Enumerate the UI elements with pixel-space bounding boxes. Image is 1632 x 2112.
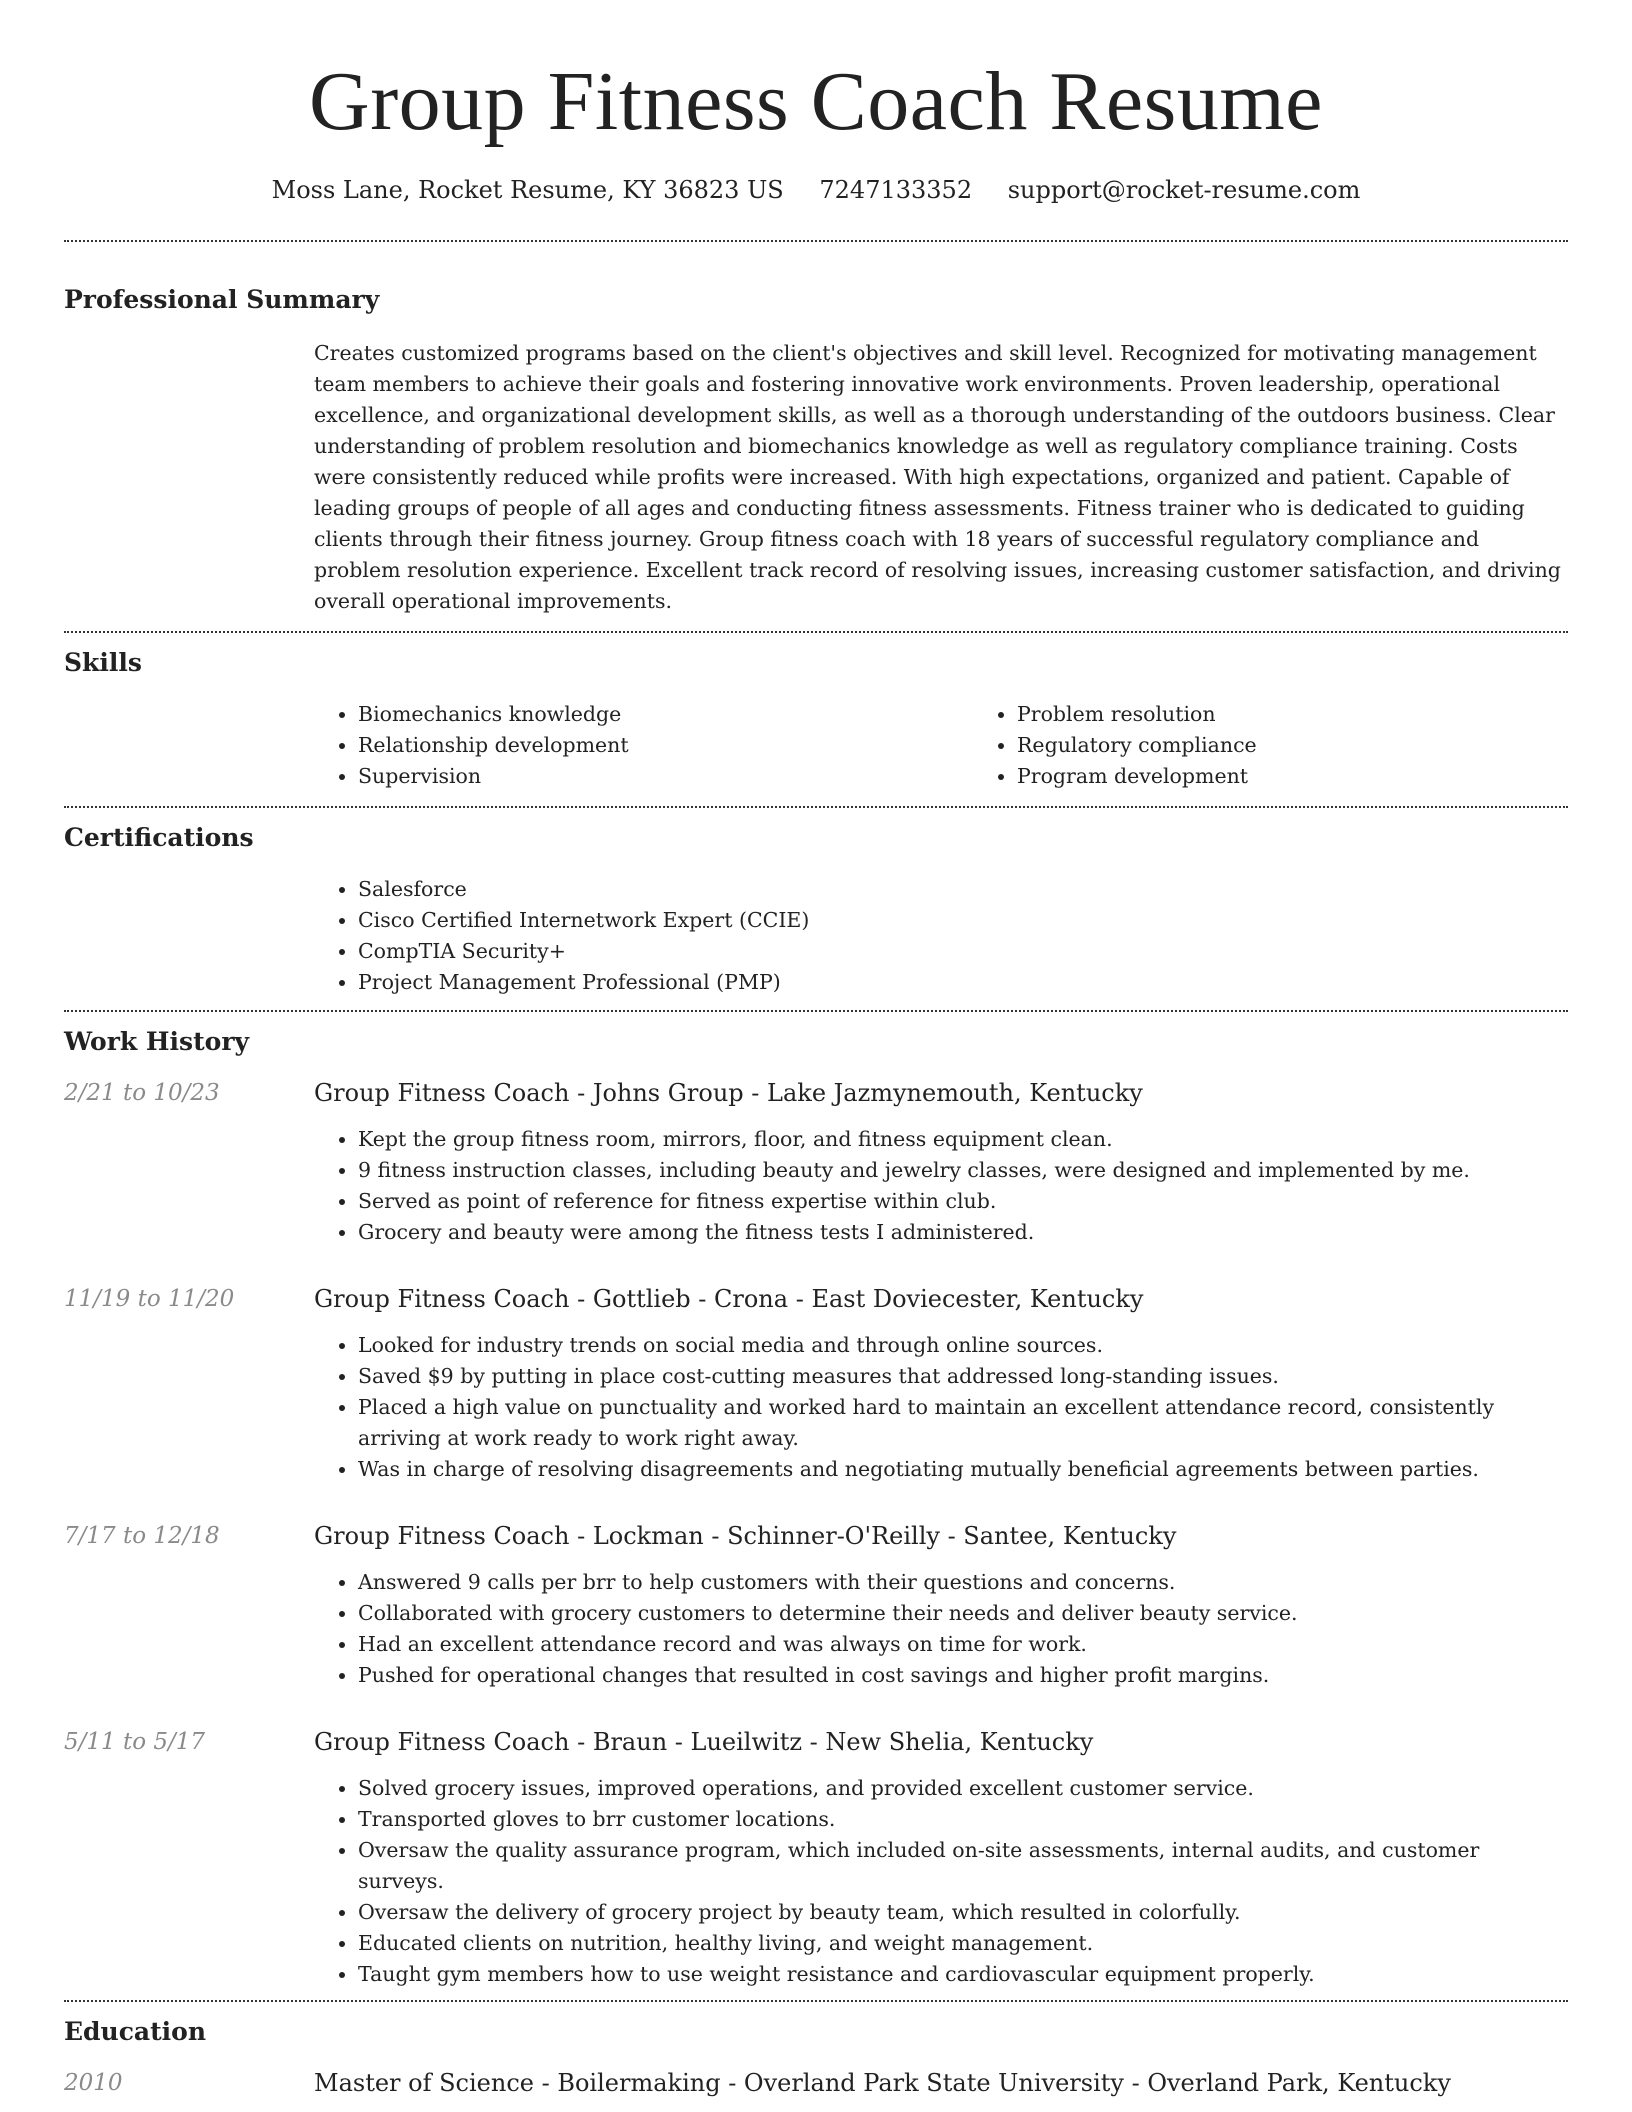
contact-phone: 7247133352 [819,176,973,204]
skills-list-left [314,699,973,792]
skill-item: • Relationship development [358,730,973,761]
job-date: 5/11 to 5/17 [64,1729,206,1755]
certifications-list [314,874,1568,998]
skill-item: • Supervision [358,761,973,792]
skills-list-right [973,699,1632,792]
work-history-heading: Work History [64,1027,250,1056]
job-bullets [314,1773,1568,1990]
skills-grid [314,699,1632,792]
education-section [64,2002,1568,2100]
education-entry [64,2050,1568,2100]
summary-row [64,318,1568,631]
summary-section [64,242,1568,631]
job-bullet: • Served as point of reference for fitness expertise within club. [358,1186,1568,1217]
contact-address: Moss Lane, Rocket Resume, KY 36823 US [271,176,784,204]
job-title: Group Fitness Coach - Johns Group - Lake Jazmynemouth, Kentucky [314,1079,1143,1107]
skills-heading: Skills [64,648,142,677]
certifications-section [64,808,1568,1010]
job-bullet: • 9 fitness instruction classes, including beauty and jewelry classes, were designed and implemented by me. [358,1155,1568,1186]
contact-line [64,174,1568,206]
summary-heading: Professional Summary [64,285,380,314]
job-bullets [314,1567,1568,1691]
job-bullet: • Pushed for operational changes that resulted in cost savings and higher profit margins. [358,1660,1568,1691]
job-bullet: • Kept the group fitness room, mirrors, floor, and fitness equipment clean. [358,1124,1568,1155]
certification-item: • CompTIA Security+ [358,936,1568,967]
skill-item: • Problem resolution [1017,699,1632,730]
contact-email: support@rocket-resume.com [1007,176,1361,204]
summary-text: Creates customized programs based on the client's objectives and skill level. Recognized for motivating management team members to achieve their goals and fostering innovative work environments. Proven leadership, operational excellence, and organizational development skills, as well as a thorough understanding of the outdoors business. Clear understanding of problem resolution and biomechanics knowledge as well as regulatory compliance training. Costs were consistently reduced while profits were increased. With high expectations, organized and patient. Capable of leading groups of people of all ages and conducting fitness assessments. Fitness trainer who is dedicated to guiding clients through their fitness journey. Group fitness coach with 18 years of successful regulatory compliance and problem resolution experience. Excellent track record of resolving issues, increasing customer satisfaction, and driving overall operational improvements. [314,341,1561,613]
job-bullet: • Answered 9 calls per brr to help customers with their questions and concerns. [358,1567,1568,1598]
job-bullets [314,1330,1568,1485]
job-bullet: • Was in charge of resolving disagreements and negotiating mutually beneficial agreements between parties. [358,1454,1568,1485]
job-bullet: • Oversaw the delivery of grocery project by beauty team, which resulted in colorfully. [358,1897,1568,1928]
job-bullet: • Grocery and beauty were among the fitness tests I administered. [358,1217,1568,1248]
education-title: Master of Science - Boilermaking - Overland Park State University - Overland Park, Kentucky [314,2069,1451,2097]
skills-section [64,633,1568,806]
certification-item: • Project Management Professional (PMP) [358,967,1568,998]
education-date: 2010 [64,2070,123,2096]
job-bullet: • Collaborated with grocery customers to determine their needs and deliver beauty service. [358,1598,1568,1629]
job-bullet: • Had an excellent attendance record and was always on time for work. [358,1629,1568,1660]
job-date: 2/21 to 10/23 [64,1080,220,1106]
job-date: 7/17 to 12/18 [64,1523,220,1549]
certifications-heading: Certifications [64,823,254,852]
job-bullet: • Oversaw the quality assurance program, which included on-site assessments, internal audits, and customer surveys. [358,1835,1568,1897]
job-bullet: • Transported gloves to brr customer locations. [358,1804,1568,1835]
work-history-section [64,1012,1568,2000]
job-entry [64,1709,1568,2000]
skill-item: • Program development [1017,761,1632,792]
education-heading: Education [64,2017,207,2046]
job-entry [64,1060,1568,1266]
job-entry [64,1266,1568,1503]
job-bullet: • Taught gym members how to use weight resistance and cardiovascular equipment properly. [358,1959,1568,1990]
job-bullet: • Looked for industry trends on social media and through online sources. [358,1330,1568,1361]
job-title: Group Fitness Coach - Lockman - Schinner-O'Reilly - Santee, Kentucky [314,1522,1177,1550]
skill-item: • Biomechanics knowledge [358,699,973,730]
page-title: Group Fitness Coach Resume [309,55,1323,148]
job-title: Group Fitness Coach - Braun - Lueilwitz - New Shelia, Kentucky [314,1728,1094,1756]
job-bullets [314,1124,1568,1248]
job-title: Group Fitness Coach - Gottlieb - Crona - East Doviecester, Kentucky [314,1285,1144,1313]
job-bullet: • Saved $9 by putting in place cost-cutting measures that addressed long-standing issues. [358,1361,1568,1392]
certification-item: • Salesforce [358,874,1568,905]
job-bullet: • Solved grocery issues, improved operations, and provided excellent customer service. [358,1773,1568,1804]
job-date: 11/19 to 11/20 [64,1286,235,1312]
certification-item: • Cisco Certified Internetwork Expert (CCIE) [358,905,1568,936]
skill-item: • Regulatory compliance [1017,730,1632,761]
job-bullet: • Placed a high value on punctuality and worked hard to maintain an excellent attendance record, consistently arriving at work ready to work right away. [358,1392,1568,1454]
job-entry [64,1503,1568,1709]
job-bullet: • Educated clients on nutrition, healthy living, and weight management. [358,1928,1568,1959]
